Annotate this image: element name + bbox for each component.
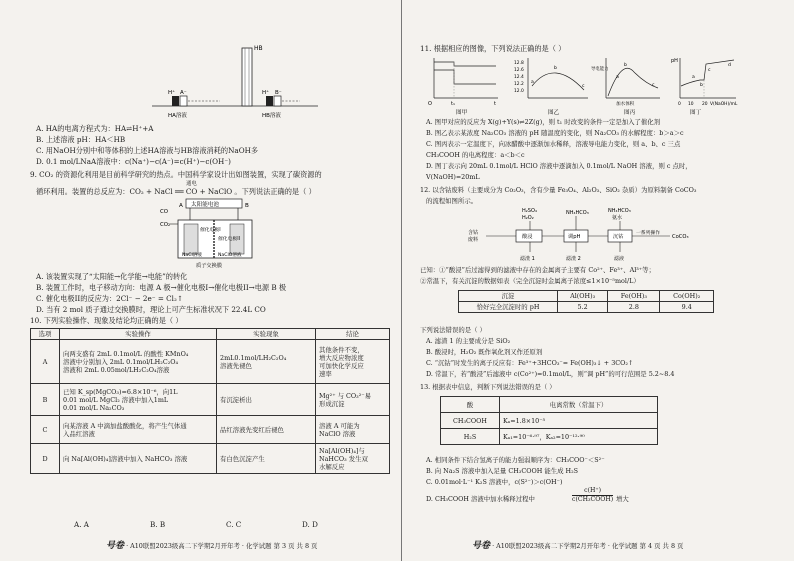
q10-header-row: [31, 329, 390, 340]
flow-series-label: 一系列操作: [636, 231, 660, 236]
q10-row-a-operation: 向两支盛有 2mL 0.1mol/L 的酸性 KMnO₄ 溶液中分别加入 2mL 0.1mol/LH₂C₂O₄ 溶液和 2mL 0.05mol/LH₂C₂O₄溶液: [60, 340, 217, 384]
fig-ding-ylabel: pH: [671, 58, 678, 64]
q13-header-constant: 电离常数（常温下）: [500, 397, 658, 413]
q12-option-c: C. “沉钴”时发生的离子反应有：Fe³⁺+3HCO₃⁻= Fe(OH)₃↓ + 3CO₂↑: [426, 359, 634, 367]
q10-row-c-observation: 品红溶液先变红后褪色: [217, 416, 316, 444]
q11-option-c-cont: CH₃COOH 的电离程度：a＜b＜c: [426, 151, 525, 159]
q13-acid-table: [440, 396, 658, 445]
flow-reagent-nh4hco3-2: NH₄HCO₃: [608, 208, 631, 214]
q10-row-d-operation: 向 Na[Al(OH)₄]溶液中加入 NaHCO₃ 溶液: [60, 444, 217, 474]
fig-ding-tick-1: 10: [688, 102, 694, 107]
q9-stem-line2: 循环利用。装置的总反应为：CO₂ + NaCl ══ CO + NaClO 。下列说法正确的是（ ）: [36, 187, 316, 196]
fig-yi-caption: 图乙: [548, 110, 560, 116]
q13-header-acid: 酸: [441, 397, 500, 413]
q12-option-b: B. 酸浸时，H₂O₂ 既作氧化剂又作还原剂: [426, 348, 543, 356]
q10-row-c-operation: 向某溶液 A 中滴加盐酸酸化，将产生气体通 入品红溶液: [60, 416, 217, 444]
fig-ding: [671, 58, 738, 116]
fig-jia-origin: O: [428, 101, 432, 107]
hb-bminus-bar: [274, 96, 281, 106]
q11-option-b: B. 图乙表示某浓度 Na₂CO₃ 溶液的 pH 随温度的变化，则 Na₂CO₃ 的水解程度：b＞a＞c: [426, 129, 684, 137]
fig-bing-point-a: a: [616, 75, 619, 80]
footer-logo-mark: 号卷: [106, 541, 125, 551]
q8-option-a: A. HA的电离方程式为：HA⇌H⁺+A: [36, 124, 154, 133]
table-row: [31, 340, 390, 384]
fig-label-hb: HB: [254, 45, 263, 52]
right-page: [420, 0, 775, 561]
q12-question: 下列说法错误的是（ ）: [420, 326, 486, 334]
q12-stem-line1: 12. 以含钴废料（主要成分为 Co₂O₃，含有少量 Fe₃O₄、Al₂O₃、SiO₂ 杂质）为原料制备 CoCO₃: [420, 186, 697, 194]
electrode-1: [184, 224, 198, 254]
q13-acid-ch3cooh: CH₃COOH: [441, 413, 500, 429]
q12-row-label: 恰好完全沉淀时的 pH: [459, 302, 558, 313]
fig-yi: [514, 58, 588, 116]
q9-option-c: C. 催化电极II的反应为：2Cl⁻ − 2e⁻ = Cl₂↑: [36, 294, 183, 303]
table-row: [459, 302, 714, 313]
q8-option-b: B. 上述溶液 pH：HA＜HB: [36, 135, 126, 144]
flow-slag-2: 滤渣 2: [566, 256, 581, 262]
q10-header-observation: 实验现象: [217, 329, 316, 340]
q10-answer-c: C. C: [226, 520, 242, 529]
q10-stem: 10. 下列实验操作、现象及结论均正确的是（ ）: [30, 316, 183, 325]
q12-table-header-row: [459, 291, 714, 302]
q13-stem: 13. 根据表中信息，判断下列说法错误的是（ ）: [420, 383, 556, 391]
q10-header-option: 选项: [31, 329, 60, 340]
q13-table-header-row: [441, 397, 658, 413]
flow-filtrate: 滤液: [614, 256, 625, 262]
fig-yi-tick-3: 12.2: [514, 82, 524, 87]
hb-hplus-bar: [266, 96, 273, 106]
fig-ding-point-b: b: [700, 83, 703, 88]
co-label: CO: [160, 209, 169, 215]
flow-step-2-label: 调pH: [568, 234, 581, 240]
q9-stem-line1: 9. CO₂ 的资源化利用是目前科学研究的热点。中国科学家设计出如图装置，实现了碳资源的: [30, 170, 322, 179]
q10-row-a-observation: 2mL0.1mol/LH₂C₂O₄ 溶液先褪色: [217, 340, 316, 384]
page-divider: [401, 0, 402, 561]
q10-row-b-conclusion: Mg²⁺ 与 CO₃²⁻易 形成沉淀: [316, 384, 390, 416]
q10-answer-a: A. A: [74, 520, 89, 529]
fig-label-hb-solution: HB溶液: [262, 113, 281, 119]
q9-option-a: A. 该装置实现了“太阳能→化学能→电能”的转化: [36, 272, 188, 281]
q10-row-b-observation: 有沉淀析出: [217, 384, 316, 416]
q12-precip-table: [458, 290, 714, 313]
ha-aminus-bar: [180, 96, 187, 106]
q12-header-cooh2: Co(OH)₂: [660, 291, 714, 302]
fig-jia-t: t: [494, 101, 496, 107]
cat-electrode-1-label: 催化电极I: [200, 228, 221, 233]
fig-ding-tick-2: 20: [702, 102, 708, 107]
flow-step-1-label: 酸浸: [522, 234, 533, 240]
flow-slag-1: 滤渣 1: [520, 256, 535, 262]
q10-row-b-option: B: [31, 384, 60, 416]
q10-row-d-conclusion: Na[Al(OH)₄]与 NaHCO₃ 发生双 水解反应: [316, 444, 390, 474]
q8-option-c: C. 用NaOH分别中和等体积的上述HA溶液与HB溶液消耗的NaOH多: [36, 146, 259, 155]
q10-table: [30, 328, 390, 474]
table-row: [31, 384, 390, 416]
fig-ding-xlabel: V(NaOH)/mL: [710, 102, 738, 107]
q13-fraction: [572, 487, 613, 504]
q10-header-conclusion: 结论: [316, 329, 390, 340]
fig-ding-tick-0: 0: [678, 102, 681, 107]
q12-known-1: 已知：①“酸浸”后过滤得到的滤液中存在的金属离子主要有 Co²⁺、Fe³⁺、Al³⁺等；: [420, 266, 655, 274]
hb-bar: [242, 48, 252, 106]
flow-reagent-nh4hco3: NH₄HCO₃: [566, 210, 589, 216]
q13-fraction-denominator: c(CH₃COOH): [572, 496, 614, 503]
q12-known-2: ②常温下，有关沉淀的数据如表（完全沉淀时金属离子浓度≤1×10⁻⁵mol/L）: [420, 277, 640, 285]
q10-header-operation: 实验操作: [60, 329, 217, 340]
flow-product-label: CoCO₃: [672, 234, 689, 240]
fig-bing: [591, 58, 660, 116]
flow-start-1: 含钴: [468, 230, 479, 236]
q13-ka-ch3cooh: Kₐ=1.8×10⁻⁵: [500, 413, 658, 429]
table-row: [31, 444, 390, 474]
q8-bar-figure: [150, 40, 320, 122]
solar-cell-label: 太阳能电池: [191, 202, 219, 208]
right-footer-text: · A10联盟2023级高二下学期2月开年考 · 化学试题 第 4 页 共 8 页: [492, 542, 684, 550]
q12-option-a: A. 滤渣 1 的主要成分是 SiO₂: [426, 337, 511, 345]
flow-reagent-h2so4: H₂SO₄: [522, 208, 537, 214]
q12-header-aloh3: Al(OH)₃: [558, 291, 608, 302]
fig-yi-point-b: b: [554, 66, 557, 71]
right-footer: [472, 538, 683, 551]
q10-answer-d: D. D: [302, 520, 318, 529]
membrane-caption: 质子交换膜: [196, 263, 222, 269]
fig-label-aminus: A⁻: [180, 90, 187, 96]
fig-yi-tick-1: 12.6: [514, 68, 524, 73]
fig-ding-point-d: d: [728, 63, 731, 68]
left-footer: [106, 538, 317, 551]
q12-flowchart: [434, 206, 704, 264]
q13-ka-h2s: Kₐ₁=10⁻⁶·⁹⁷，Kₐ₂=10⁻¹²·⁹⁰: [500, 429, 658, 445]
q10-row-d-option: D: [31, 444, 60, 474]
table-row: [31, 416, 390, 444]
fig-bing-point-c: c: [652, 83, 655, 88]
q11-stem: 11. 根据相应的图像，下列说法正确的是（ ）: [420, 44, 566, 53]
q13-option-a: A. 相同条件下结合氢离子的能力强弱顺序为：CH₃COO⁻＜S²⁻: [426, 456, 605, 464]
q9-electrolysis-figure: [160, 198, 270, 270]
q12-header-feoh3: Fe(OH)₃: [608, 291, 660, 302]
q13-option-d-tail: 增大: [616, 495, 629, 503]
flow-reagent-h2o2: H₂O₂: [522, 215, 534, 221]
q10-row-c-conclusion: 溶液 A 可能为 NaClO 溶液: [316, 416, 390, 444]
q11-option-d: D. 图丁表示向 20mL 0.1mol/L HClO 溶液中逐滴加入 0.1mol/L NaOH 溶液，则 c 点时，: [426, 162, 692, 170]
q13-option-d: D. CH₃COOH 溶液中加水稀释过程中: [426, 495, 535, 503]
fig-label-hplus-1: H⁺: [168, 90, 176, 96]
q13-fraction-numerator: c(H⁺): [584, 487, 602, 494]
fig-bing-caption: 图丙: [624, 110, 636, 116]
ha-hplus-bar: [172, 96, 179, 106]
table-row: [441, 413, 658, 429]
flow-start-2: 废料: [468, 237, 479, 243]
left-footer-text: · A10联盟2023级高二下学期2月开年考 · 化学试题 第 3 页 共 8 页: [126, 542, 318, 550]
q12-value-aloh3: 5.2: [558, 302, 608, 313]
q12-header-precip: 沉淀: [459, 291, 558, 302]
fig-jia-t1: t₁: [451, 101, 455, 107]
q10-row-c-option: C: [31, 416, 60, 444]
q10-row-a-option: A: [31, 340, 60, 384]
terminal-a-label: A: [179, 203, 183, 209]
q10-answer-b: B. B: [150, 520, 166, 529]
fig-bing-ylabel: 导电能力: [591, 67, 609, 72]
fig-yi-tick-0: 12.8: [514, 61, 524, 66]
q10-row-b-operation: 已知 K_sp(MgCO₃)=6.8×10⁻⁶，向1L 0.01 mol/L MgCl₂ 溶液中加入1mL 0.01 mol/L Na₂CO₃: [60, 384, 217, 416]
fig-yi-tick-4: 12.0: [514, 89, 524, 94]
fig-label-hplus-2: H⁺: [262, 90, 270, 96]
q11-figures: [428, 56, 740, 116]
fig-yi-point-c: c: [582, 84, 585, 89]
q12-value-feoh3: 2.8: [608, 302, 660, 313]
fig-ding-point-c: c: [708, 68, 711, 73]
fig-jia-caption: 图甲: [456, 110, 468, 116]
fig-label-ha-solution: HA溶液: [168, 113, 187, 119]
q13-option-b: B. 向 Na₂S 溶液中加入足量 CH₃COOH 能生成 H₂S: [426, 467, 579, 475]
fig-bing-xlabel: 加水体积: [616, 102, 635, 107]
q13-acid-h2s: H₂S: [441, 429, 500, 445]
left-page: [30, 0, 390, 561]
fig-ding-point-a: a: [692, 75, 695, 80]
fig-ding-caption: 图丁: [690, 110, 702, 116]
cat-electrode-2-label: 催化电极II: [218, 237, 241, 242]
fig-yi-tick-2: 12.4: [514, 75, 524, 80]
q9-arrow-label: 通电: [186, 181, 197, 187]
nacl-label: NaCl溶液: [182, 253, 202, 258]
q12-option-d: D. 常温下，若“酸浸”后滤液中 c(Co²⁺)=0.1mol/L，则“调 pH”的可行范围是 5.2~8.4: [426, 370, 675, 378]
q11-option-d-cont: V(NaOH)=20mL: [426, 173, 480, 181]
fig-jia: [428, 58, 498, 116]
q9-option-b: B. 装置工作时，电子移动方向：电源 A 极→催化电极I→催化电极II→电源 B 极: [36, 283, 287, 292]
q12-stem-line2: 的流程如图所示。: [426, 197, 478, 205]
fig-yi-point-a: a: [531, 80, 534, 85]
fig-label-bminus: B⁻: [275, 90, 282, 96]
q11-option-a: A. 图甲对应的反应为 X(g)+Y(s)⇌2Z(g)，则 t₁ 时改变的条件一定是加入了催化剂: [426, 118, 661, 126]
flow-step-3-label: 沉钴: [613, 234, 624, 240]
q12-value-cooh2: 9.4: [660, 302, 714, 313]
naclo-label: NaClO溶液: [218, 253, 242, 258]
terminal-b-label: B: [245, 203, 249, 209]
q10-row-d-observation: 有白色沉淀产生: [217, 444, 316, 474]
q13-option-c: C. 0.01mol·L⁻¹ K₂S 溶液中，c(S²⁻)＞c(OH⁻): [426, 478, 563, 486]
q11-option-c: C. 图丙表示一定温度下，向冰醋酸中逐渐加水稀释，溶液导电能力变化，则 a、b、c 三点: [426, 140, 681, 148]
q8-option-d: D. 0.1 mol/LNaA溶液中：c(Na⁺)−c(A⁻)=c(H⁺)−c(OH⁻): [36, 157, 231, 166]
q9-option-d: D. 当有 2 mol 质子通过交换膜时，理论上可产生标准状况下 22.4L CO: [36, 305, 266, 314]
co2-label: CO₂: [160, 222, 171, 228]
table-row: [441, 429, 658, 445]
fig-bing-point-b: b: [624, 63, 627, 68]
flow-reagent-ammonia: 氨水: [612, 215, 623, 221]
footer-logo-mark: 号卷: [472, 541, 491, 551]
q10-row-a-conclusion: 其他条件不变， 增大反应物浓度 可加快化学反应 速率: [316, 340, 390, 384]
